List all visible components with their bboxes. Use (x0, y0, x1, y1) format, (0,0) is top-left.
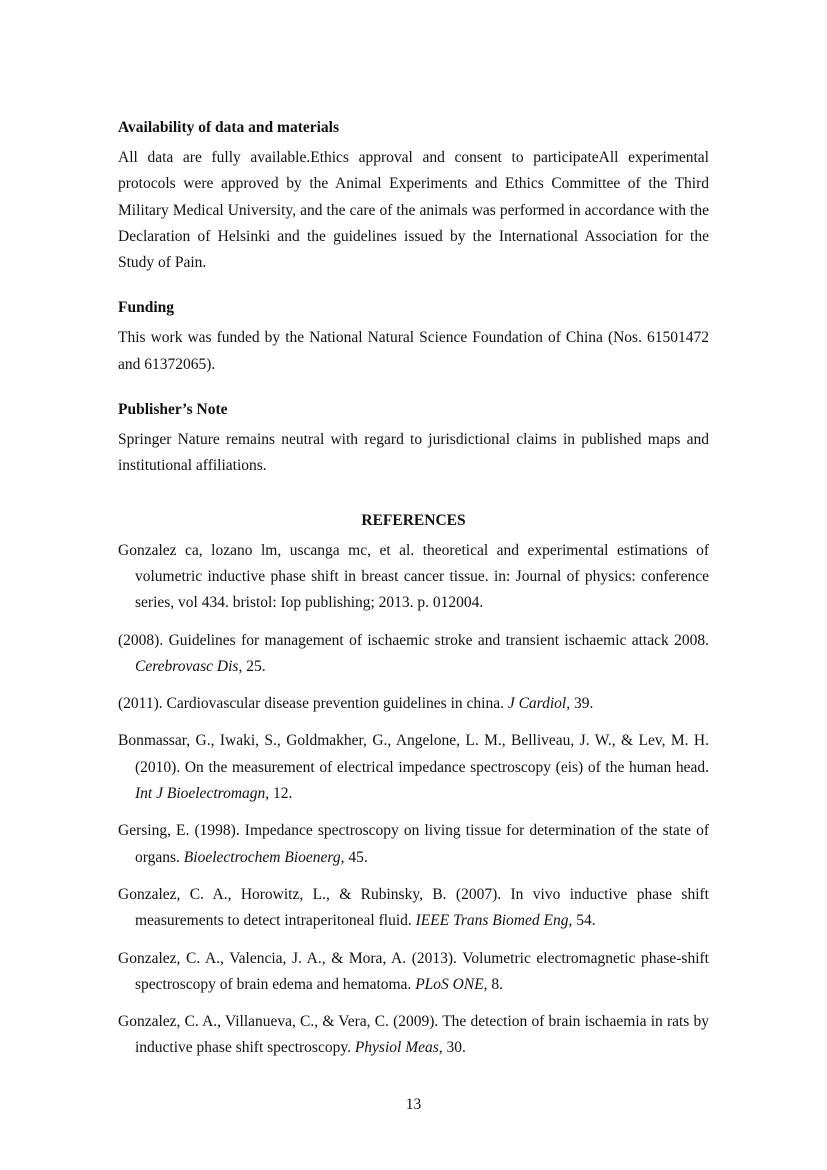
reference-item (118, 818, 709, 871)
section-availability (118, 117, 709, 276)
reference-item (118, 691, 709, 717)
reference-item (118, 946, 709, 999)
reference-volume: , 8. (483, 975, 504, 993)
page-body (118, 117, 709, 1073)
reference-text: Gersing, E. (1998). Impedance spectroscopy on living tissue for determination of the state of organs. (118, 822, 709, 866)
section-heading-funding: Funding (118, 299, 175, 317)
reference-text: Gonzalez, C. A., Villanueva, C., & Vera, C. (2009). The detection of brain ischaemia in rats by inductive phase shift spectroscopy. (118, 1013, 709, 1057)
page-number: 13 (405, 1096, 422, 1113)
reference-text: Gonzalez ca, lozano lm, uscanga mc, et al. theoretical and experimental estimations of volumetric inductive phase shift in breast cancer tissue. in: Journal of physics: conference series, vol 434. bristol: Iop publishing; 2013. p. 012004. (118, 541, 709, 612)
reference-text: (2008). Guidelines for management of ischaemic stroke and transient ischaemic attack 2008. (118, 631, 709, 649)
reference-journal: Cerebrovasc Dis (135, 657, 239, 675)
reference-journal: Bioelectrochem Bioenerg (183, 848, 341, 866)
reference-journal: Int J Bioelectromagn (135, 785, 266, 803)
section-text-funding: This work was funded by the National Natural Science Foundation of China (Nos. 61501472 and 61372065). (118, 329, 709, 373)
section-text-availability: All data are fully available.Ethics approval and consent to participateAll experimental protocols were approved by the Animal Experiments and Ethics Committee of the Third Military Medical University, and the care of the animals was performed in accordance with the Declaration of Helsinki and the guidelines issued by the International Association for the Study of Pain. (118, 149, 709, 272)
reference-volume: , 12. (265, 785, 293, 803)
reference-volume: , 54. (568, 912, 596, 930)
reference-text: Gonzalez, C. A., Horowitz, L., & Rubinsky, B. (2007). In vivo inductive phase shift measurements to detect intraperitoneal fluid. (118, 885, 709, 930)
section-heading-availability: Availability of data and materials (118, 119, 340, 136)
reference-item (118, 1009, 709, 1062)
reference-volume: , 39. (566, 695, 594, 713)
reference-item (118, 538, 709, 617)
reference-journal: Physiol Meas (354, 1039, 439, 1057)
reference-volume: , 45. (340, 848, 368, 866)
references-title: REFERENCES (361, 511, 466, 529)
reference-volume: , 25. (238, 657, 266, 675)
reference-text: Gonzalez, C. A., Valencia, J. A., & Mora, A. (2013). Volumetric electromagnetic phase-shift spectroscopy of brain edema and hematoma. (118, 949, 709, 993)
reference-journal: IEEE Trans Biomed Eng (415, 912, 569, 930)
reference-journal: PLoS ONE (415, 975, 484, 993)
section-funding (118, 297, 709, 378)
reference-text: Bonmassar, G., Iwaki, S., Goldmakher, G., Angelone, L. M., Belliveau, J. W., & Lev, M. H. (2010). On the measurement of electrical impedance spectroscopy (eis) of the human head. (118, 732, 709, 776)
section-text-publishers-note: Springer Nature remains neutral with regard to jurisdictional claims in published maps and institutional affiliations. (118, 431, 709, 475)
reference-item (118, 882, 709, 935)
section-heading-publishers-note: Publisher’s Note (118, 401, 228, 419)
reference-list (118, 538, 709, 1062)
reference-item (118, 628, 709, 681)
section-publishers-note (118, 399, 709, 480)
reference-volume: , 30. (438, 1039, 466, 1057)
reference-journal: J Cardiol (507, 695, 567, 713)
reference-item (118, 728, 709, 807)
reference-text: (2011). Cardiovascular disease prevention guidelines in china. (118, 695, 508, 713)
